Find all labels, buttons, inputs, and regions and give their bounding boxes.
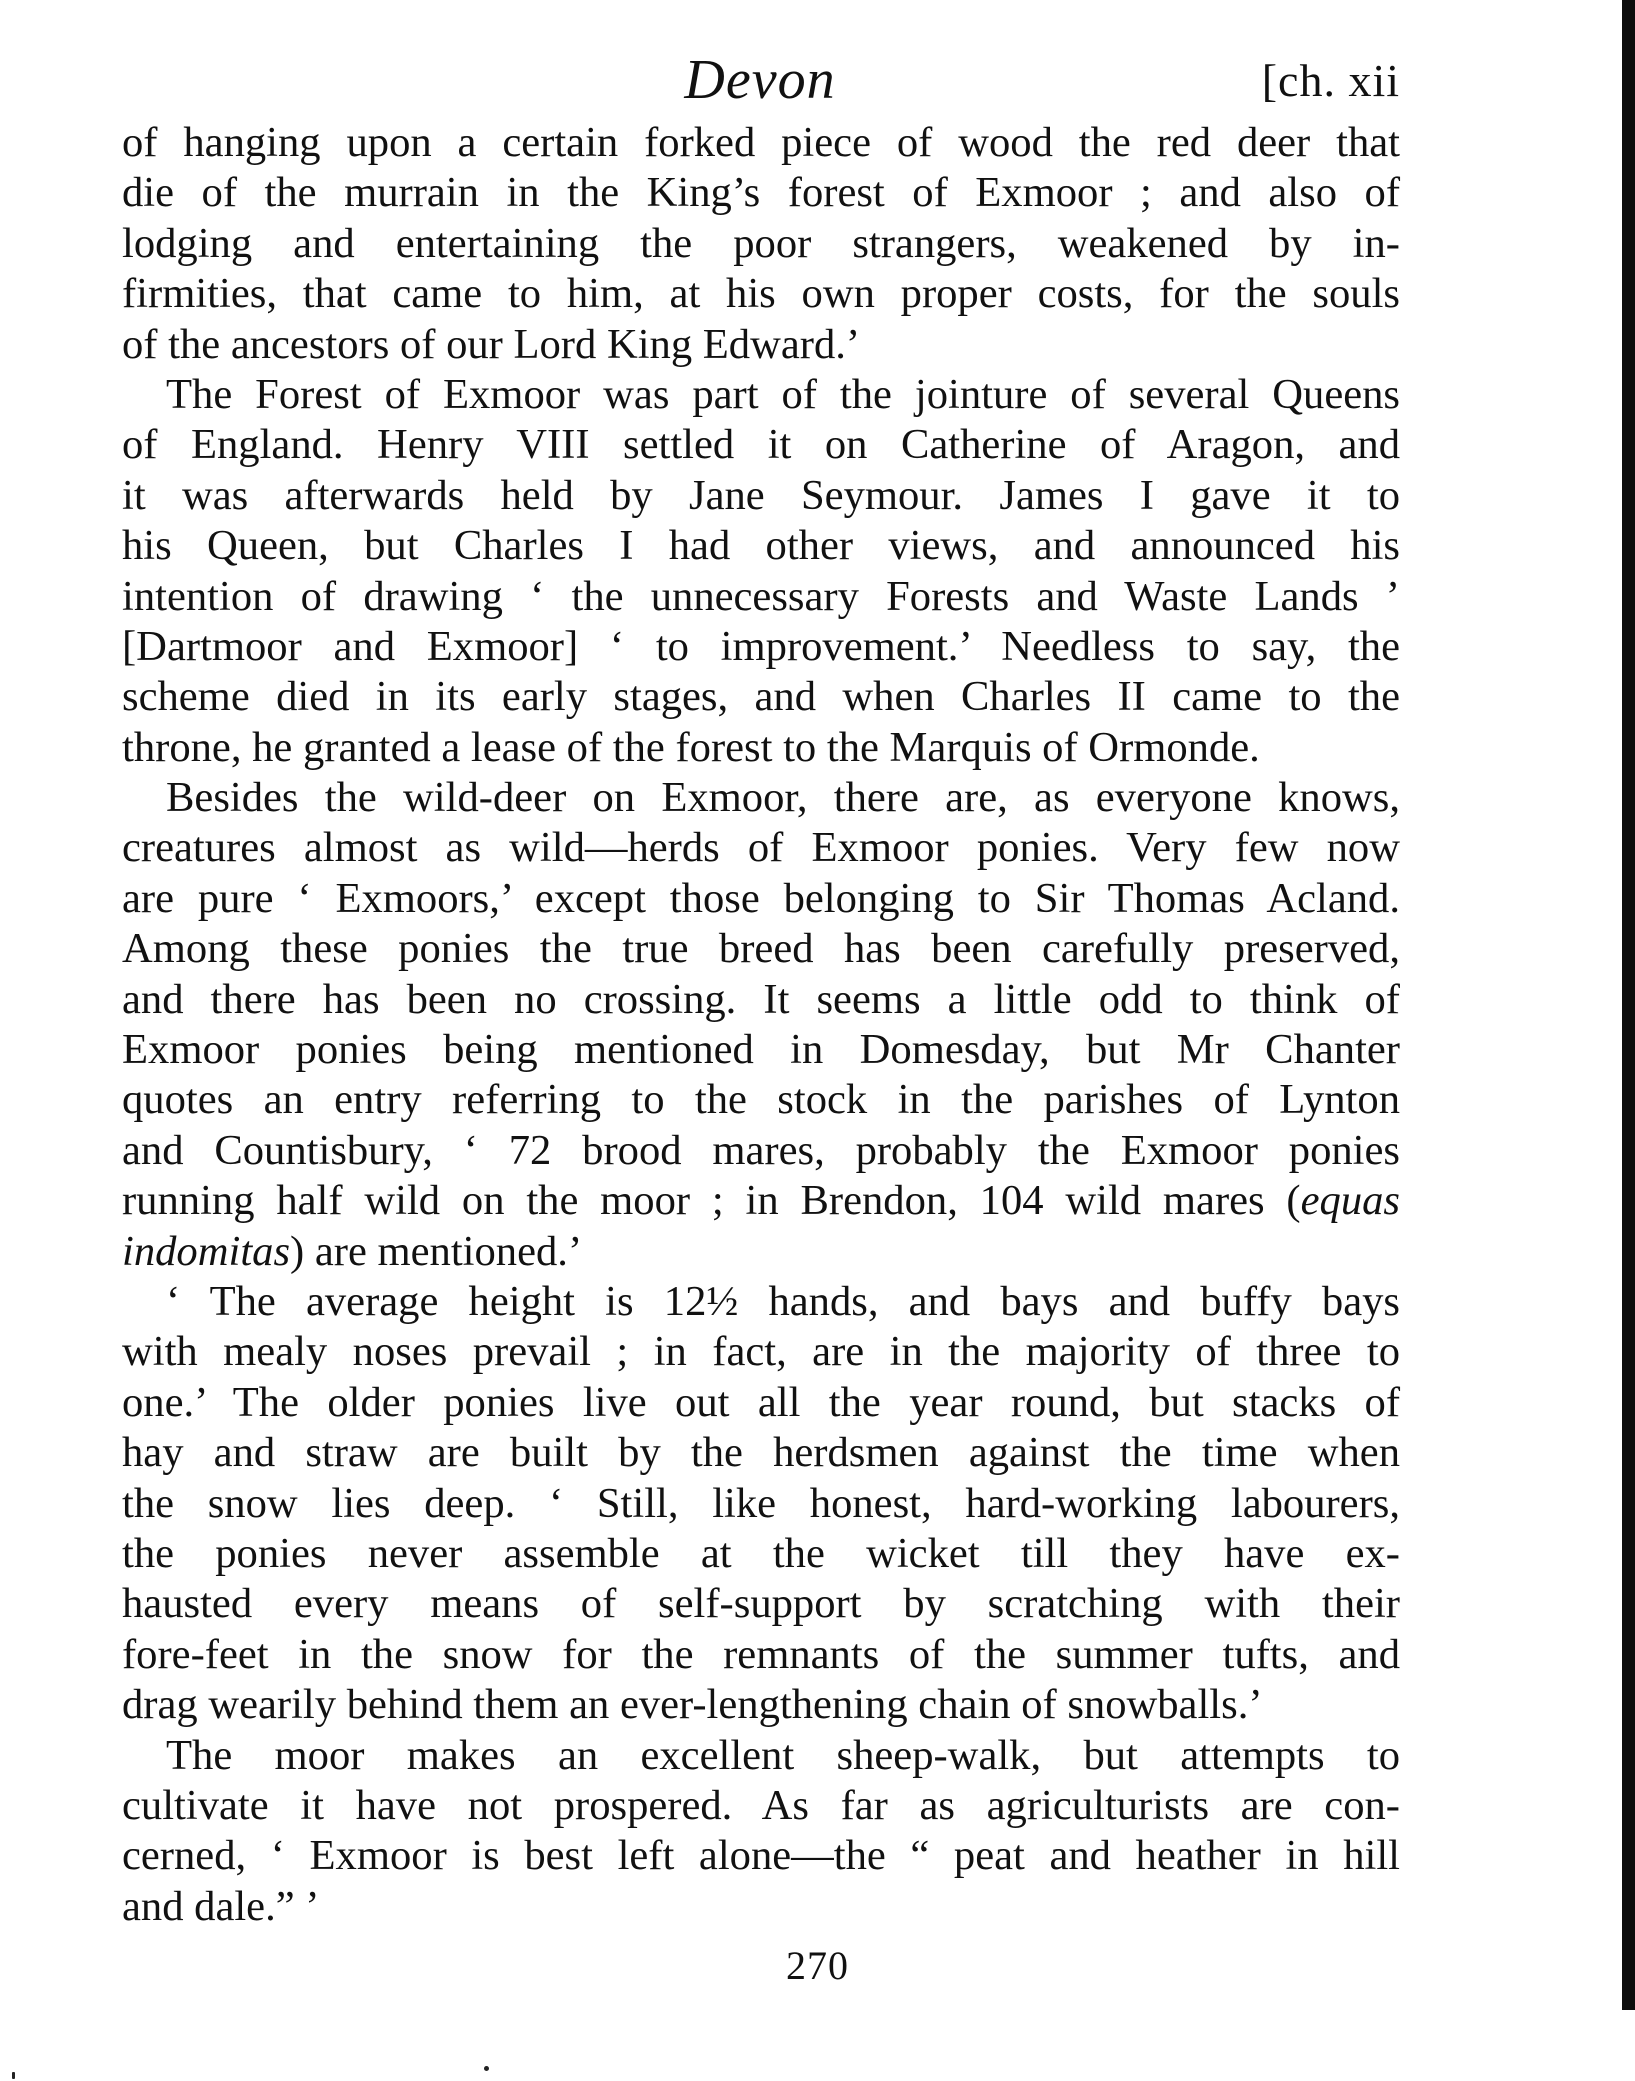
text-line: The Forest of Exmoor was part of the jointure of several Queens xyxy=(166,370,1400,418)
text-line: hausted every means of self-support by scratching with their xyxy=(122,1580,1400,1628)
paragraph xyxy=(122,370,1400,773)
text-line: Besides the wild-deer on Exmoor, there are, as everyone knows, xyxy=(166,774,1400,822)
scan-speck xyxy=(12,2072,15,2079)
running-head-title: Devon xyxy=(684,49,836,111)
text-line: die of the murrain in the King’s forest of Exmoor ; and also of xyxy=(122,169,1400,217)
text-line: Among these ponies the true breed has been carefully preserved, xyxy=(122,925,1400,973)
text-line: of hanging upon a certain forked piece of wood the red deer that xyxy=(122,119,1400,166)
running-head xyxy=(120,48,1400,118)
text-line: Exmoor ponies being mentioned in Domesday, but Mr Chanter xyxy=(122,1026,1400,1074)
page-edge-shadow xyxy=(1622,0,1635,2010)
paragraph xyxy=(122,1731,1400,1933)
text-line: and there has been no crossing. It seems a little odd to think of xyxy=(122,975,1400,1023)
text-line: scheme died in its early stages, and when Charles II came to the xyxy=(122,673,1400,721)
paragraph xyxy=(122,118,1400,370)
text-line: creatures almost as wild—herds of Exmoor ponies. Very few now xyxy=(122,824,1400,872)
text-line: [Dartmoor and Exmoor] ‘ to improvement.’ Needless to say, the xyxy=(122,622,1400,670)
text-line: the ponies never assemble at the wicket till they have ex- xyxy=(122,1529,1400,1577)
body-text xyxy=(122,118,1400,1932)
text-line: throne, he granted a lease of the forest to the Marquis of Ormonde. xyxy=(122,723,1260,771)
text-line: fore-feet in the snow for the remnants of the summer tufts, and xyxy=(122,1630,1400,1678)
text-line: cultivate it have not prospered. As far as agriculturists are con- xyxy=(122,1781,1400,1829)
paragraph xyxy=(122,773,1400,1277)
text-line: with mealy noses prevail ; in fact, are in the majority of three to xyxy=(122,1328,1400,1376)
running-head-chapter: [ch. xii xyxy=(1261,55,1400,106)
text-line: hay and straw are built by the herdsmen against the time when xyxy=(122,1429,1400,1477)
text-line: are pure ‘ Exmoors,’ except those belonging to Sir Thomas Acland. xyxy=(122,874,1400,922)
text-line: lodging and entertaining the poor strangers, weakened by in- xyxy=(122,219,1400,267)
text-line: it was afterwards held by Jane Seymour. James I gave it to xyxy=(122,471,1400,519)
text-line: intention of drawing ‘ the unnecessary Forests and Waste Lands ’ xyxy=(122,572,1400,620)
text-line: ‘ The average height is 12½ hands, and bays and buffy bays xyxy=(166,1277,1400,1325)
text-line: and Countisbury, ‘ 72 brood mares, probably the Exmoor ponies xyxy=(122,1126,1400,1174)
scan-speck xyxy=(484,2066,489,2071)
page-number: 270 xyxy=(786,1943,849,1988)
text-line: one.’ The older ponies live out all the year round, but stacks of xyxy=(122,1378,1400,1426)
text-line: running half wild on the moor ; in Brendon, 104 wild mares (equas xyxy=(122,1177,1400,1225)
text-line: and dale.” ’ xyxy=(122,1882,320,1930)
text-line: indomitas) are mentioned.’ xyxy=(122,1227,583,1275)
text-line: drag wearily behind them an ever-lengthening chain of snowballs.’ xyxy=(122,1681,1263,1729)
text-line: The moor makes an excellent sheep-walk, but attempts to xyxy=(166,1731,1400,1779)
text-line: the snow lies deep. ‘ Still, like honest, hard-working labourers, xyxy=(122,1479,1400,1527)
text-line: his Queen, but Charles I had other views, and announced his xyxy=(122,522,1400,570)
text-line: firmities, that came to him, at his own proper costs, for the souls xyxy=(122,270,1400,318)
text-line: cerned, ‘ Exmoor is best left alone—the “ peat and heather in hill xyxy=(122,1832,1400,1880)
text-line: quotes an entry referring to the stock in the parishes of Lynton xyxy=(122,1076,1400,1124)
text-line: of England. Henry VIII settled it on Catherine of Aragon, and xyxy=(122,421,1400,469)
paragraph xyxy=(122,1277,1400,1731)
text-line: of the ancestors of our Lord King Edward.’ xyxy=(122,320,861,368)
